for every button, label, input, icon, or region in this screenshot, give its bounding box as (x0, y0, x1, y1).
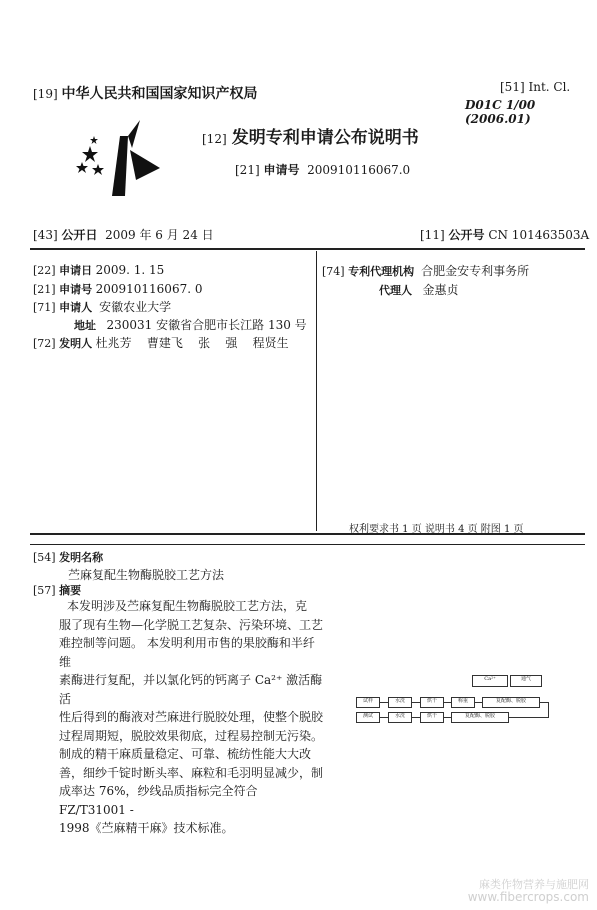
flow-box-dry-1: 烘干 (420, 697, 444, 708)
applicant: [71] 申请人 安徽农业大学 (33, 300, 172, 314)
appno-line: [21] 申请号 200910116067.0 (235, 163, 411, 177)
flow-box-sample: 试样 (356, 697, 380, 708)
pubdate-line: [43] 公开日 2009 年 6 月 24 日 (33, 228, 214, 242)
abstract-line: 本发明涉及苎麻复配生物酶脱胶工艺方法，克 (67, 599, 308, 613)
top-rule (30, 248, 585, 250)
doctype-title: 发明专利申请公布说明书 (231, 128, 419, 148)
intcl-line: [51] Int. Cl. (500, 80, 571, 94)
abstract-line: 素酶进行复配，并以氯化钙的钙离子 Ca²⁺ 激活酶活 (59, 673, 323, 706)
abstract-line: 成率达 76%，纱线品质指标完全符合 FZ/T31001 - (59, 784, 258, 817)
abstract-label-line: [57] 摘要 (33, 584, 82, 597)
abstract-line: 善，细纱千锭时断头率、麻粒和毛羽明显减少，制 (59, 765, 324, 780)
vertical-rule (316, 251, 317, 531)
inventors: [72] 发明人 杜兆芳 曹建飞 张 强 程贤生 (33, 336, 289, 350)
intcl-value: D01C 1/00 (2006.01) (465, 98, 536, 126)
application-number: [21] 申请号 200910116067. 0 (33, 282, 203, 296)
flow-box-aeration: 通气 (510, 675, 542, 687)
watermark-name: 麻类作物营养与施肥网 (479, 878, 589, 891)
flow-box-test: 测试 (356, 712, 380, 723)
pages-note: 权利要求书 1 页 说明书 4 页 附图 1 页 (349, 524, 524, 535)
doctype-line: [12] 发明专利申请公布说明书 (202, 128, 419, 148)
flow-box-ca: Ca²⁺ (472, 675, 508, 687)
flow-box-wash-1: 水洗 (388, 697, 412, 708)
abstract-line: 过程周期短，脱胶效果彻底，过程易控制无污染。 (59, 728, 324, 743)
invention-title: 苎麻复配生物酶脱胶工艺方法 (68, 568, 225, 582)
pubno-line: [11] 公开号 CN 101463503A (420, 228, 590, 242)
title-label-line: [54] 发明名称 (33, 551, 104, 564)
abstract-line: 服了现有生物—化学脱工艺复杂、污染环境、工艺 (59, 617, 324, 632)
flow-box-enzyme-1: 复配酶、脱胶 (482, 697, 540, 708)
filing-date: [22] 申请日 2009. 1. 15 (33, 263, 165, 277)
flow-box-enzyme-2: 复配酶、脱胶 (451, 712, 509, 723)
office-name: 中华人民共和国国家知识产权局 (61, 86, 258, 102)
abstract-body (59, 597, 324, 838)
agency: [74] 专利代理机构 合肥金安专利事务所 (322, 264, 530, 278)
watermark-url: www.fibercrops.com (467, 890, 589, 904)
abstract-line: 制成的精干麻质量稳定、可靠、梳纺性能大大改 (59, 747, 312, 761)
flow-box-dry-2: 烘干 (420, 712, 444, 723)
flow-box-weigh: 称重 (451, 697, 475, 708)
address: 地址 230031 安徽省合肥市长江路 130 号 (74, 318, 307, 332)
abstract-line: 性后得到的酶液对苎麻进行脱胶处理，使整个脱胶 (59, 710, 324, 724)
abstract-rule (30, 544, 585, 545)
abstract-line: 难控制等问题。 本发明利用市售的果胶酶和半纤维 (59, 636, 315, 669)
flow-connector (548, 702, 549, 717)
office-line: [19] 中华人民共和国国家知识产权局 (33, 86, 258, 102)
sipo-logo-icon (70, 118, 180, 198)
flow-box-wash-2: 水洗 (388, 712, 412, 723)
abstract-line: 1998《苎麻精干麻》技术标准。 (59, 821, 234, 835)
agent: 代理人 金惠贞 (379, 283, 459, 297)
